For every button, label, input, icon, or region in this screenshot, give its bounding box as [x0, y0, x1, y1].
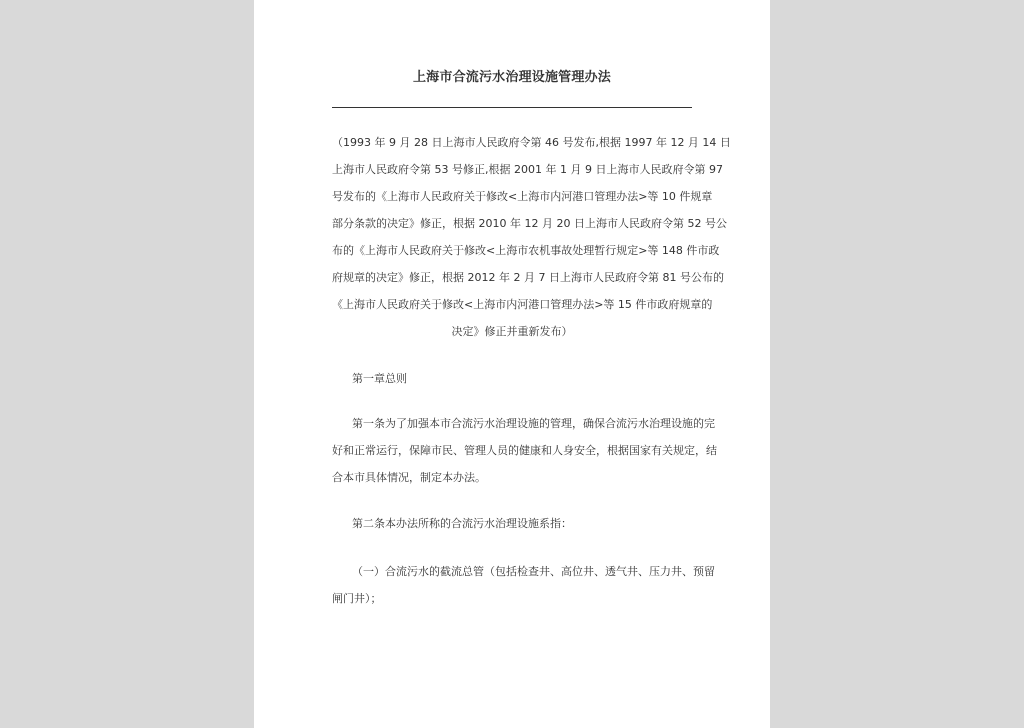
chapter-heading: 第一章总则: [352, 372, 407, 385]
article-1-line: 第一条为了加强本市合流污水治理设施的管理，确保合流污水治理设施的完: [352, 417, 715, 430]
item-1-line: 闸门井）；: [332, 592, 382, 605]
amendment-note-line: 部分条款的决定》修正，根据 2010 年 12 月 20 日上海市人民政府令第 52 号公: [332, 217, 727, 230]
article-1-line: 好和正常运行，保障市民、管理人员的健康和人身安全，根据国家有关规定，结: [332, 444, 717, 457]
amendment-note-line: 《上海市人民政府关于修改<上海市内河港口管理办法>等 15 件市政府规章的: [332, 298, 713, 311]
amendment-note-line: 号发布的《上海市人民政府关于修改<上海市内河港口管理办法>等 10 件规章: [332, 190, 713, 203]
document-page: [254, 0, 770, 728]
item-1-line: （一）合流污水的截流总管（包括检查井、高位井、透气井、压力井、预留: [352, 565, 715, 578]
document-title: 上海市合流污水治理设施管理办法: [412, 70, 611, 85]
article-2-line: 第二条本办法所称的合流污水治理设施系指：: [352, 517, 572, 530]
amendment-note-line: 布的《上海市人民政府关于修改<上海市农机事故处理暂行规定>等 148 件市政: [332, 244, 720, 257]
amendment-note-line: 上海市人民政府令第 53 号修正,根据 2001 年 1 月 9 日上海市人民政府令第 97: [332, 163, 723, 176]
amendment-note-line: 决定》修正并重新发布）: [451, 325, 573, 338]
article-1-line: 合本市具体情况，制定本办法。: [332, 471, 486, 484]
amendment-note-line: （1993 年 9 月 28 日上海市人民政府令第 46 号发布,根据 1997 年 12 月 14 日: [332, 136, 731, 149]
title-divider: [332, 107, 692, 108]
amendment-note-line: 府规章的决定》修正，根据 2012 年 2 月 7 日上海市人民政府令第 81 号公布的: [332, 271, 724, 284]
